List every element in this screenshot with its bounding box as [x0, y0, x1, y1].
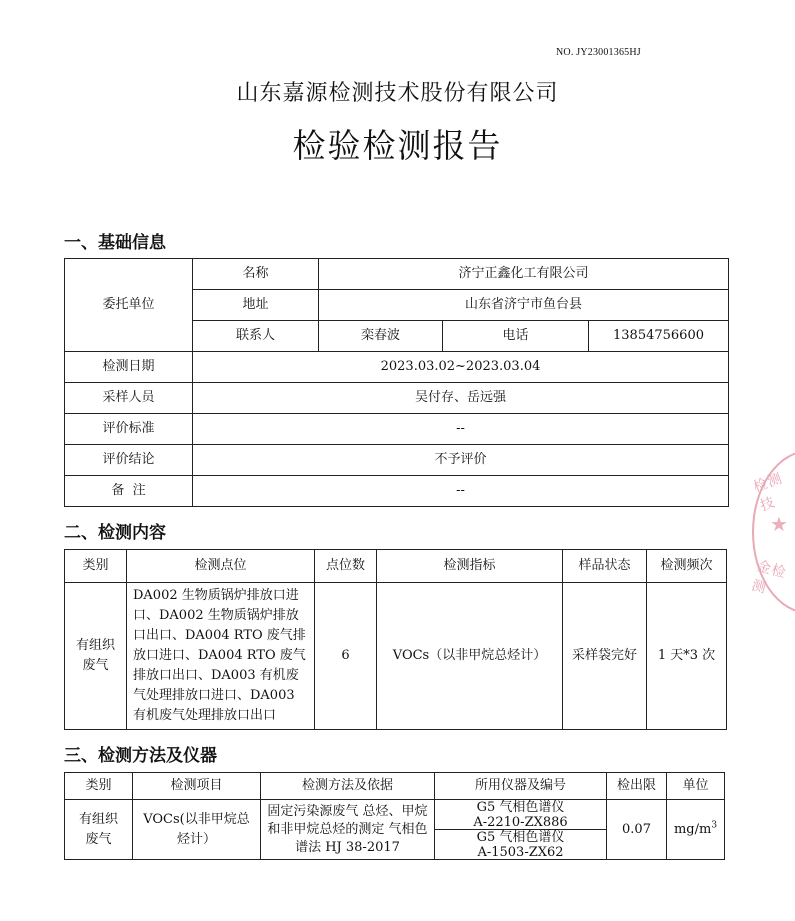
col-header-method: 检测方法及依据 [261, 773, 435, 800]
test-content-table [64, 549, 727, 730]
conclusion-value: 不予评价 [193, 445, 729, 476]
content-count: 6 [315, 583, 377, 730]
col-header-instrument: 所用仪器及编号 [435, 773, 607, 800]
test-date-label: 检测日期 [65, 352, 193, 383]
content-sample-state: 采样袋完好 [563, 583, 647, 730]
instrument-cell [435, 800, 607, 860]
sampler-value: 吴付存、岳远强 [193, 383, 729, 414]
methods-table [64, 772, 725, 860]
unit-base: mg/m [673, 821, 712, 837]
instrument-2 [435, 830, 606, 859]
content-points: DA002 生物质锅炉排放口进口、DA002 生物质锅炉排放口出口、DA004 RTO 废气排放口进口、DA004 RTO 废气排放口出口、DA003 有机废气处理排放口进口、DA003 有机废气处理排放口出口 [127, 583, 315, 730]
name-label: 名称 [193, 259, 319, 290]
instrument-2-name: G5 气相色谱仪 [476, 830, 565, 845]
sampler-label: 采样人员 [65, 383, 193, 414]
instrument-1 [435, 800, 606, 830]
seal-text-top: 检测技 [751, 470, 786, 515]
address-label: 地址 [193, 290, 319, 321]
content-indicator: VOCs（以非甲烷总烃计） [377, 583, 563, 730]
col-header-points: 检测点位 [127, 550, 315, 583]
remarks-label: 备 注 [65, 476, 193, 507]
section-heading-basic-info: 一、基础信息 [64, 233, 166, 253]
col-header-item: 检测项目 [133, 773, 261, 800]
col-header-limit: 检出限 [607, 773, 667, 800]
seal-text-bottom: 金检测 [749, 558, 789, 597]
phone-value: 13854756600 [589, 321, 729, 352]
col-header-sample-state: 样品状态 [563, 550, 647, 583]
test-date-value: 2023.03.02~2023.03.04 [193, 352, 729, 383]
phone-label: 电话 [443, 321, 589, 352]
instrument-1-name: G5 气相色谱仪 [476, 800, 565, 815]
client-label: 委托单位 [65, 259, 193, 352]
seal-star-icon: ★ [770, 512, 788, 536]
name-value: 济宁正鑫化工有限公司 [319, 259, 729, 290]
contact-label: 联系人 [193, 321, 319, 352]
content-frequency: 1 天*3 次 [647, 583, 727, 730]
section-heading-content: 二、检测内容 [64, 523, 166, 543]
section-heading-methods: 三、检测方法及仪器 [64, 746, 217, 766]
instrument-2-number: A-1503-ZX62 [477, 845, 564, 860]
col-header-frequency: 检测频次 [647, 550, 727, 583]
instrument-1-number: A-2210-ZX886 [473, 815, 568, 830]
col-header-indicator: 检测指标 [377, 550, 563, 583]
col-header-unit: 单位 [667, 773, 725, 800]
contact-value: 栾春波 [319, 321, 443, 352]
col-header-count: 点位数 [315, 550, 377, 583]
report-title: 检验检测报告 [292, 126, 503, 165]
standard-label: 评价标准 [65, 414, 193, 445]
content-category: 有组织废气 [65, 583, 127, 730]
conclusion-label: 评价结论 [65, 445, 193, 476]
method-category: 有组织废气 [65, 800, 133, 860]
unit-exponent: 3 [711, 820, 718, 831]
col-header-category: 类别 [65, 773, 133, 800]
standard-value: -- [193, 414, 729, 445]
address-value: 山东省济宁市鱼台县 [319, 290, 729, 321]
method-basis: 固定污染源废气 总烃、甲烷和非甲烷总烃的测定 气相色谱法 HJ 38-2017 [261, 800, 435, 860]
detection-limit: 0.07 [607, 800, 667, 860]
report-number: NO. JY23001365HJ [556, 47, 641, 58]
remarks-value: -- [193, 476, 729, 507]
unit [667, 800, 725, 860]
basic-info-table [64, 258, 729, 507]
company-name: 山东嘉源检测技术股份有限公司 [236, 81, 559, 106]
method-item: VOCs(以非甲烷总烃计） [133, 800, 261, 860]
col-header-category: 类别 [65, 550, 127, 583]
